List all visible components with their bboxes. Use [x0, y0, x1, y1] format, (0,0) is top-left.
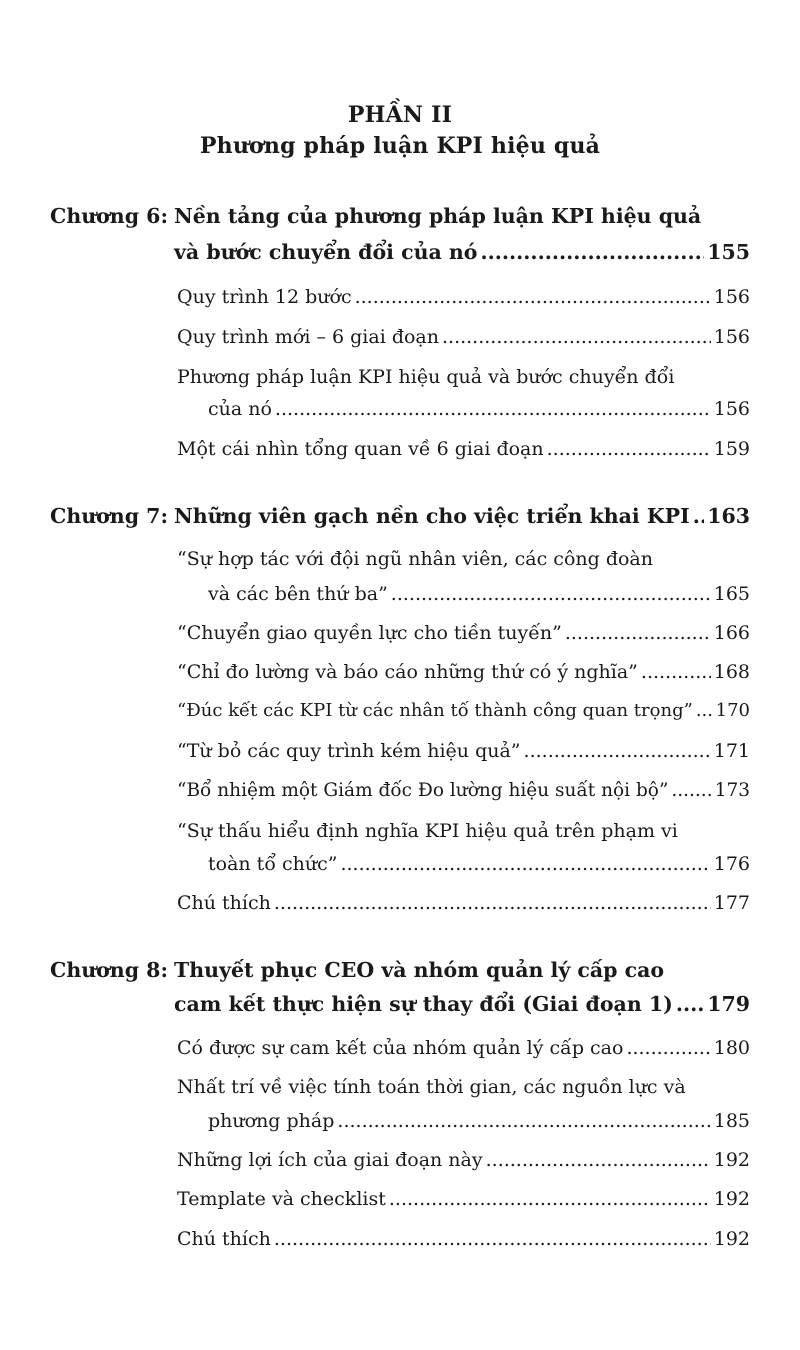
toc-item-text: Có được sự cam kết của nhóm quản lý cấp cao: [177, 1037, 624, 1059]
toc-item-text: phương pháp: [208, 1110, 335, 1132]
chapter-7-label: Chương 7:: [50, 504, 169, 528]
toc-item-7-7[interactable]: [208, 853, 750, 875]
toc-item-text: “Chuyển giao quyền lực cho tiền tuyến”: [177, 622, 562, 644]
toc-item-page: 177: [713, 892, 750, 914]
toc-item-7-5[interactable]: [177, 740, 750, 762]
leader-dots: [676, 992, 704, 1016]
toc-item-page: 156: [713, 326, 750, 348]
leader-dots: [275, 398, 711, 420]
leader-dots: [641, 661, 711, 683]
toc-item-text: Chú thích: [177, 1228, 271, 1250]
leader-dots: [524, 740, 711, 762]
toc-item-8-5[interactable]: [177, 1228, 750, 1250]
toc-item-text: Quy trình mới – 6 giai đoạn: [177, 326, 439, 348]
toc-item-text: và các bên thứ ba”: [208, 583, 388, 605]
leader-dots: [274, 892, 711, 914]
toc-item-text: Một cái nhìn tổng quan về 6 giai đoạn: [177, 438, 544, 460]
part-title: Phương pháp luận KPI hiệu quả: [199, 133, 601, 159]
toc-item-8-4[interactable]: [177, 1188, 750, 1210]
toc-item-text: của nó: [208, 398, 272, 420]
chapter-7-title: Những viên gạch nền cho việc triển khai KPI: [174, 504, 690, 528]
chapter-7-entry[interactable]: [174, 504, 750, 528]
toc-item-7-2[interactable]: [177, 622, 750, 644]
toc-item-6-3[interactable]: [208, 398, 750, 420]
toc-item-page: 192: [713, 1228, 750, 1250]
leader-dots: [274, 1228, 711, 1250]
chapter-8-label: Chương 8:: [50, 958, 169, 982]
leader-dots: [671, 780, 711, 801]
toc-item-7-1[interactable]: [208, 583, 750, 605]
toc-item-page: 176: [713, 853, 750, 875]
toc-item-8-2-line1: Nhất trí về việc tính toán thời gian, các nguồn lực và: [177, 1076, 686, 1098]
toc-item-text: “Đúc kết các KPI từ các nhân tố thành công quan trọng”: [177, 700, 693, 721]
toc-item-page: 165: [713, 583, 750, 605]
chapter-6-title-line1: Nền tảng của phương pháp luận KPI hiệu quả: [174, 204, 702, 228]
toc-item-6-2[interactable]: [177, 326, 750, 348]
toc-item-page: 156: [713, 398, 750, 420]
leader-dots: [565, 622, 711, 644]
part-label: PHẦN II: [347, 102, 453, 128]
toc-item-7-6[interactable]: [177, 780, 750, 801]
toc-item-text: “Chỉ đo lường và báo cáo những thứ có ý nghĩa”: [177, 661, 638, 683]
toc-item-text: “Từ bỏ các quy trình kém hiệu quả”: [177, 740, 521, 762]
toc-item-page: 168: [713, 661, 750, 683]
toc-item-page: 192: [713, 1188, 750, 1210]
toc-item-page: 170: [715, 700, 750, 721]
toc-item-page: 159: [713, 438, 750, 460]
toc-item-6-3-line1: Phương pháp luận KPI hiệu quả và bước chuyển đổi: [177, 366, 675, 388]
chapter-6-title-line2: và bước chuyển đổi của nó: [174, 240, 478, 264]
leader-dots: [480, 240, 704, 264]
toc-item-8-3[interactable]: [177, 1149, 750, 1171]
toc-item-text: Chú thích: [177, 892, 271, 914]
toc-item-page: 156: [713, 286, 750, 308]
toc-item-page: 171: [713, 740, 750, 762]
toc-item-page: 180: [713, 1037, 750, 1059]
leader-dots: [391, 583, 711, 605]
toc-item-page: 166: [713, 622, 750, 644]
toc-item-text: “Bổ nhiệm một Giám đốc Đo lường hiệu suất nội bộ”: [177, 780, 669, 801]
leader-dots: [693, 504, 705, 528]
toc-item-6-4[interactable]: [177, 438, 750, 460]
leader-dots: [696, 700, 713, 721]
leader-dots: [442, 326, 711, 348]
chapter-6-label: Chương 6:: [50, 204, 169, 228]
toc-item-text: Quy trình 12 bước: [177, 286, 352, 308]
toc-item-page: 192: [713, 1149, 750, 1171]
chapter-6-page: 155: [707, 240, 750, 264]
leader-dots: [626, 1037, 710, 1059]
chapter-8-page: 179: [707, 992, 750, 1016]
chapter-8-title-line2: cam kết thực hiện sự thay đổi (Giai đoạn 1): [174, 992, 673, 1016]
toc-item-text: Template và checklist: [177, 1188, 386, 1210]
toc-item-6-1[interactable]: [177, 286, 750, 308]
toc-item-text: toàn tổ chức”: [208, 853, 338, 875]
toc-item-7-4[interactable]: [177, 700, 750, 721]
toc-item-8-2[interactable]: [208, 1110, 750, 1132]
toc-item-page: 185: [713, 1110, 750, 1132]
chapter-8-entry[interactable]: [174, 992, 750, 1016]
leader-dots: [389, 1188, 711, 1210]
toc-item-7-3[interactable]: [177, 661, 750, 683]
leader-dots: [337, 1110, 710, 1132]
chapter-7-page: 163: [707, 504, 750, 528]
chapter-6-entry[interactable]: [174, 240, 750, 264]
toc-item-7-7-line1: “Sự thấu hiểu định nghĩa KPI hiệu quả trên phạm vi: [177, 820, 678, 842]
leader-dots: [486, 1149, 711, 1171]
leader-dots: [340, 853, 710, 875]
toc-item-page: 173: [714, 780, 750, 801]
toc-item-7-1-line1: “Sự hợp tác với đội ngũ nhân viên, các công đoàn: [177, 548, 653, 570]
toc-item-8-1[interactable]: [177, 1037, 750, 1059]
toc-item-text: Những lợi ích của giai đoạn này: [177, 1149, 483, 1171]
chapter-8-title-line1: Thuyết phục CEO và nhóm quản lý cấp cao: [174, 958, 665, 982]
leader-dots: [547, 438, 711, 460]
toc-item-7-8[interactable]: [177, 892, 750, 914]
leader-dots: [355, 286, 711, 308]
